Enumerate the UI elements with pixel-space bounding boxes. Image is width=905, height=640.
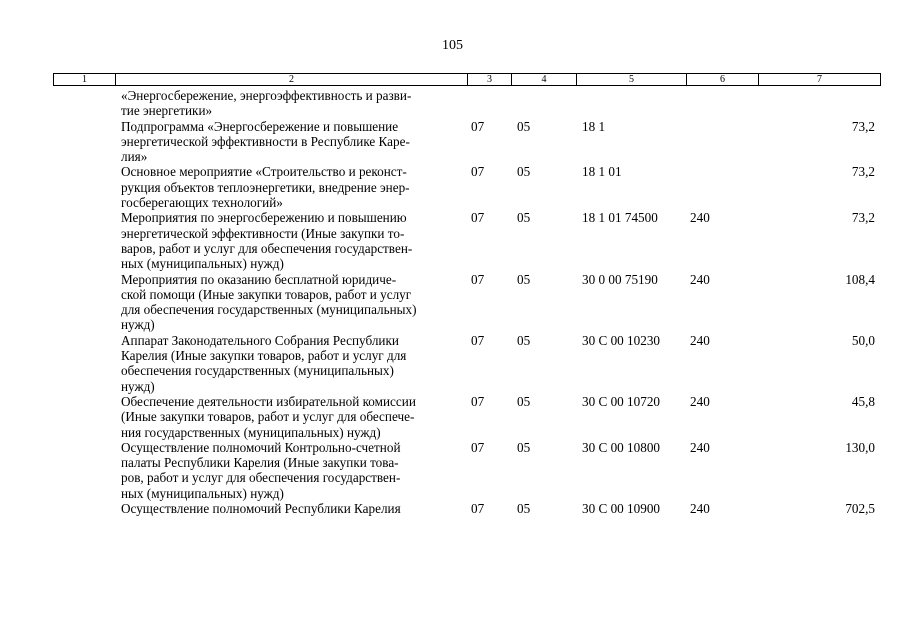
header-cell-7: 7: [759, 74, 881, 86]
row-amount: 45,8: [851, 393, 875, 409]
row-subsection: 05: [517, 332, 531, 348]
row-section: 07: [471, 439, 485, 455]
row-amount: 73,2: [851, 210, 875, 226]
row-name-line: нужд): [121, 317, 155, 333]
row-target-code: 18 1 01: [582, 164, 622, 180]
table-row: [53, 440, 880, 501]
row-section: 07: [471, 210, 485, 226]
row-name: [121, 164, 466, 210]
table-row: [53, 333, 880, 394]
row-amount: 50,0: [851, 332, 875, 348]
row-section: 07: [471, 501, 485, 517]
row-name-line: ской помощи (Иные закупки товаров, работ и услуг: [121, 286, 412, 302]
table-row: [53, 88, 880, 119]
row-name-line: для обеспечения государственных (муниципальных): [121, 302, 417, 318]
row-subsection: 05: [517, 501, 531, 517]
row-name: [121, 394, 466, 440]
row-expense-type: 240: [690, 501, 710, 517]
row-name-line: ния государственных (муниципальных) нужд): [121, 424, 381, 440]
table-row: [53, 394, 880, 440]
row-name-line: госберегающих технологий»: [121, 195, 283, 211]
row-expense-type: 240: [690, 210, 710, 226]
row-name-line: Мероприятия по энергосбережению и повышению: [121, 210, 407, 226]
header-cell-2: 2: [116, 74, 468, 86]
row-expense-type: 240: [690, 393, 710, 409]
row-name-line: тие энергетики»: [121, 103, 213, 119]
row-amount: 130,0: [845, 439, 875, 455]
row-section: 07: [471, 332, 485, 348]
row-name-line: (Иные закупки товаров, работ и услуг для обеспече-: [121, 409, 415, 425]
row-name-line: Аппарат Законодательного Собрания Республики: [121, 332, 399, 348]
row-name: [121, 272, 466, 333]
row-section: 07: [471, 393, 485, 409]
table-row: [53, 501, 880, 516]
header-cell-5: 5: [577, 74, 687, 86]
row-name: [121, 333, 466, 394]
row-name-line: палаты Республики Карелия (Иные закупки това-: [121, 455, 399, 471]
header-cell-4: 4: [512, 74, 577, 86]
row-name-line: ных (муниципальных) нужд): [121, 485, 284, 501]
row-name-line: ров, работ и услуг для обеспечения государствен-: [121, 470, 401, 486]
row-name-line: обеспечения государственных (муниципальных): [121, 363, 394, 379]
row-subsection: 05: [517, 393, 531, 409]
column-number-header: [53, 73, 881, 86]
row-name-line: Карелия (Иные закупки товаров, работ и услуг для: [121, 348, 407, 364]
table-row: [53, 164, 880, 210]
row-section: 07: [471, 271, 485, 287]
row-name-line: энергетической эффективности (Иные закупки то-: [121, 225, 405, 241]
row-target-code: 30 С 00 10900: [582, 501, 661, 517]
header-row: [54, 74, 881, 86]
row-name-line: Мероприятия по оказанию бесплатной юридиче-: [121, 271, 397, 287]
table-row: [53, 119, 880, 165]
table-row: [53, 210, 880, 271]
row-subsection: 05: [517, 439, 531, 455]
row-target-code: 30 С 00 10720: [582, 393, 661, 409]
row-amount: 73,2: [851, 164, 875, 180]
row-name: [121, 501, 466, 516]
row-section: 07: [471, 164, 485, 180]
row-name: [121, 440, 466, 501]
row-name-line: рукция объектов теплоэнергетики, внедрение энер-: [121, 179, 410, 195]
row-name-line: Осуществление полномочий Республики Карелия: [121, 501, 401, 517]
row-subsection: 05: [517, 164, 531, 180]
row-expense-type: 240: [690, 332, 710, 348]
row-target-code: 18 1: [582, 118, 606, 134]
row-expense-type: 240: [690, 439, 710, 455]
header-cell-6: 6: [687, 74, 759, 86]
row-name-line: ных (муниципальных) нужд): [121, 256, 284, 272]
row-target-code: 30 С 00 10800: [582, 439, 661, 455]
row-name: [121, 119, 466, 165]
row-name: [121, 210, 466, 271]
row-amount: 73,2: [851, 118, 875, 134]
row-name-line: Осуществление полномочий Контрольно-счетной: [121, 439, 401, 455]
row-name-line: энергетической эффективности в Республике Каре-: [121, 133, 410, 149]
row-name-line: нужд): [121, 378, 155, 394]
row-amount: 108,4: [845, 271, 875, 287]
header-cell-1: 1: [54, 74, 116, 86]
row-amount: 702,5: [845, 501, 875, 517]
row-name-line: «Энергосбережение, энергоэффективность и разви-: [121, 88, 412, 103]
row-expense-type: 240: [690, 271, 710, 287]
row-section: 07: [471, 118, 485, 134]
row-subsection: 05: [517, 118, 531, 134]
header-cell-3: 3: [468, 74, 512, 86]
row-target-code: 30 0 00 75190: [582, 271, 658, 287]
row-name-line: варов, работ и услуг для обеспечения государствен-: [121, 240, 413, 256]
table-row: [53, 272, 880, 333]
page-number: 105: [442, 38, 463, 53]
row-name-line: Основное мероприятие «Строительство и реконст-: [121, 164, 407, 180]
row-subsection: 05: [517, 210, 531, 226]
budget-table-body: [53, 88, 880, 516]
row-target-code: 30 С 00 10230: [582, 332, 661, 348]
row-target-code: 18 1 01 74500: [582, 210, 658, 226]
row-name: [121, 88, 466, 119]
row-subsection: 05: [517, 271, 531, 287]
row-name-line: лия»: [121, 149, 148, 165]
row-name-line: Обеспечение деятельности избирательной комиссии: [121, 393, 416, 409]
row-name-line: Подпрограмма «Энергосбережение и повышение: [121, 118, 399, 134]
